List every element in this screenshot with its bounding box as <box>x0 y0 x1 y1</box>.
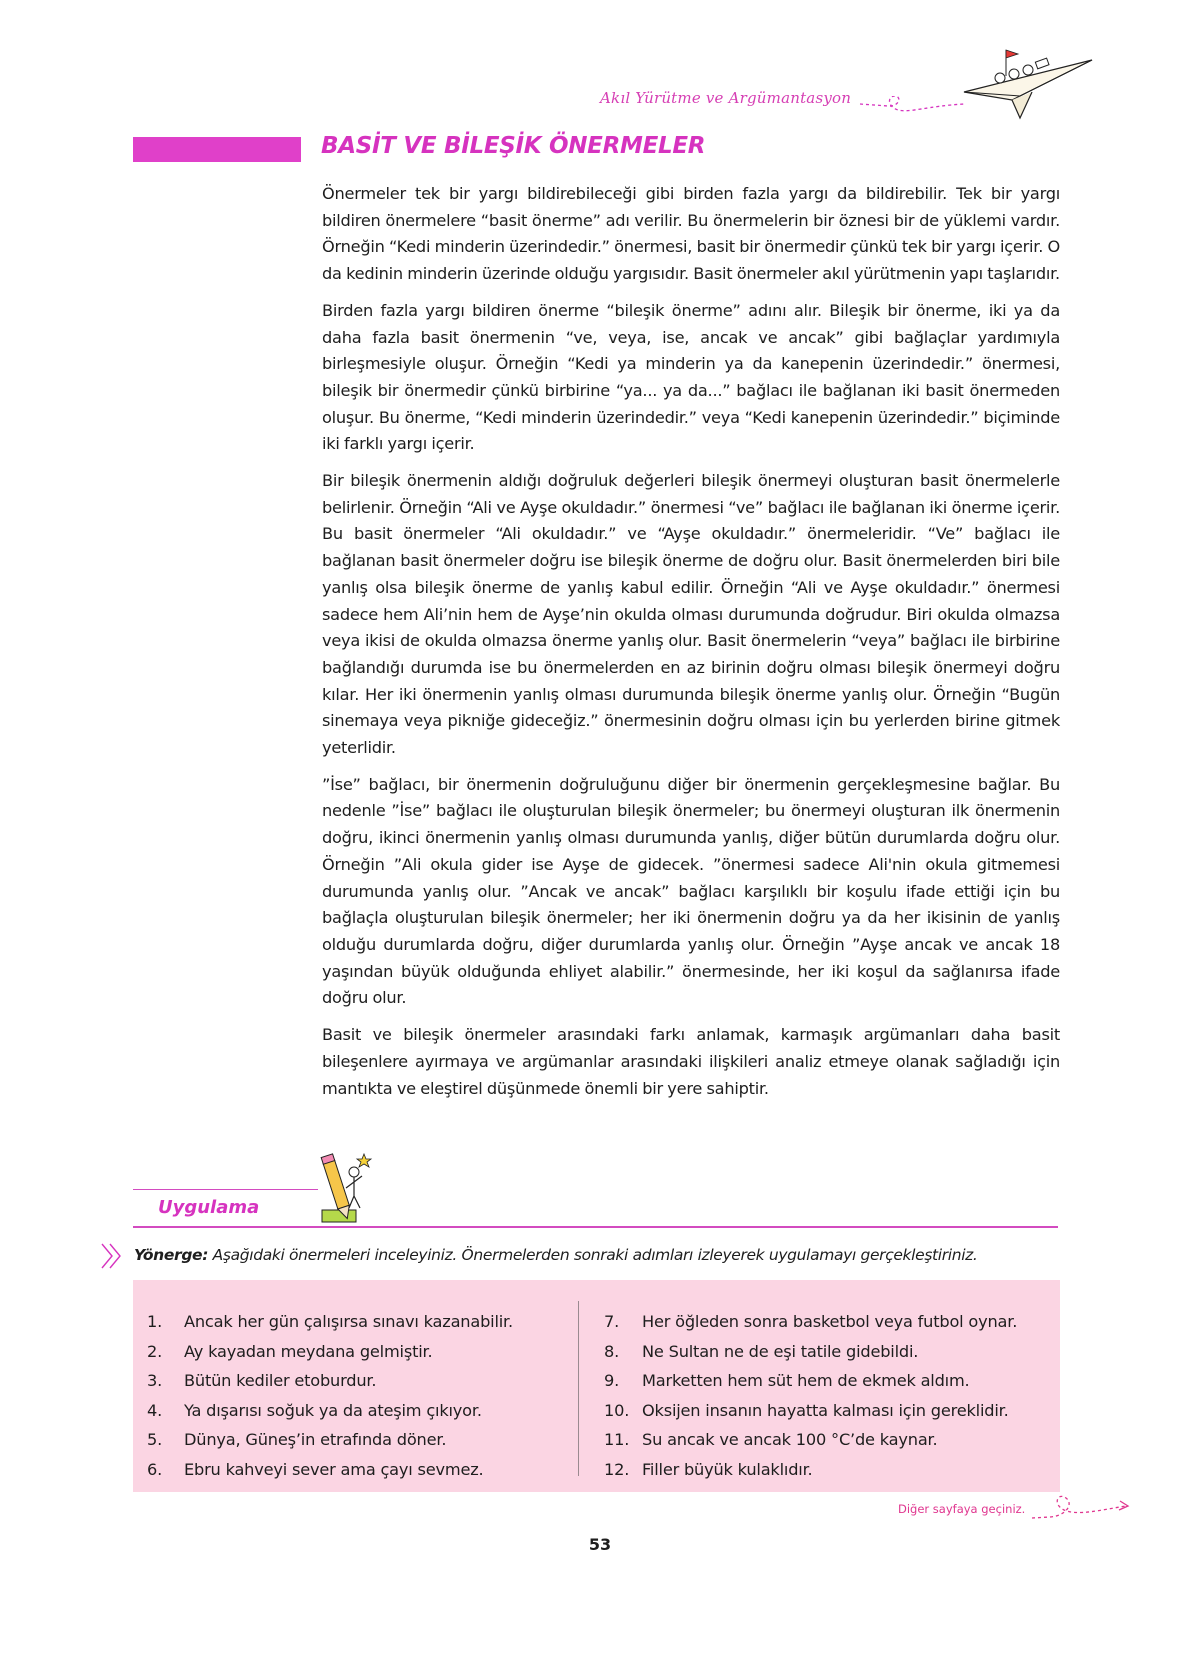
list-item <box>604 1425 1017 1455</box>
item-number: 12. <box>604 1459 630 1479</box>
item-text: Ya dışarısı soğuk ya da ateşim çıkıyor. <box>184 1400 482 1420</box>
item-number: 2. <box>147 1341 163 1361</box>
running-title: Akıl Yürütme ve Argümantasyon <box>600 89 852 107</box>
item-number: 3. <box>147 1371 163 1390</box>
list-item <box>147 1337 513 1367</box>
page-number: 53 <box>588 1535 612 1554</box>
paper-plane-icon <box>962 30 1102 120</box>
item-number: 9. <box>604 1371 620 1390</box>
section-title: BASİT VE BİLEŞİK ÖNERMELER <box>321 133 706 159</box>
list-item <box>604 1396 1017 1426</box>
list-item <box>147 1455 513 1485</box>
paragraph: Basit ve bileşik önermeler arasındaki farkı anlamak, karmaşık argümanları daha basit bileşenlere ayırmaya ve argümanlar arasındaki ilişkileri analiz etmeye olanak sağladığı için mantıkta ve eleştirel düşünmede önemli bir yere sahiptir. <box>322 1025 1060 1098</box>
item-text: Ay kayadan meydana gelmiştir. <box>184 1341 433 1361</box>
item-text: Filler büyük kulaklıdır. <box>642 1459 813 1479</box>
list-item <box>147 1307 513 1337</box>
body-text <box>322 181 1060 1112</box>
item-number: 1. <box>147 1312 163 1331</box>
item-number: 6. <box>147 1459 163 1479</box>
item-text: Su ancak ve ancak 100 °C’de kaynar. <box>642 1430 938 1449</box>
list-item <box>147 1366 513 1396</box>
list-item <box>604 1337 1017 1367</box>
uygulama-top-rule <box>133 1189 318 1190</box>
statements-list-right <box>604 1307 1017 1484</box>
uygulama-bottom-rule <box>133 1226 1058 1228</box>
item-number: 11. <box>604 1430 630 1449</box>
list-item <box>604 1455 1017 1485</box>
item-text: Ne Sultan ne de eşi tatile gidebildi. <box>642 1341 919 1361</box>
item-text: Her öğleden sonra basketbol veya futbol oynar. <box>642 1312 1018 1331</box>
uygulama-title: Uygulama <box>158 1197 260 1218</box>
column-divider <box>578 1301 579 1476</box>
list-item <box>604 1366 1017 1396</box>
item-number: 8. <box>604 1341 620 1361</box>
next-page-note: Diğer sayfaya geçiniz. <box>898 1502 1026 1516</box>
paragraph: ”İse” bağlacı, bir önermenin doğruluğunu diğer bir önermenin gerçekleşmesine bağlar. Bu nedenle ”İse” bağlacı ile oluşturulan bileşik önermeler; bu önermeyi oluşturan ilk önermenin doğru, ikinci önermenin yanlış olması durumunda yanlış, diğer bütün durumlarda doğru olur. Örneğin ”Ali okula gider ise Ayşe de gidecek. ”önermesi sadece Ali'nin okula gitmemesi durumunda yanlış olur. ”Ancak ve ancak” bağlacı karşılıklı bir koşulu ifade ettiği için bu bağlaçla oluşturulan bileşik önermeler; her iki önermenin doğru ya da her ikisinin de yanlış olduğu durumlarda doğru, diğer durumlarda yanlış olur. Örneğin ”Ayşe ancak ve ancak 18 yaşından büyük olduğunda ehliyet alabilir.” önermesinde, her iki koşul da sağlanırsa ifade doğru olur. <box>322 774 1060 1008</box>
double-chevron-icon <box>100 1242 126 1270</box>
pencil-character-icon <box>318 1150 374 1226</box>
dashed-swirl-icon <box>858 96 968 120</box>
item-number: 7. <box>604 1312 620 1331</box>
list-item <box>147 1425 513 1455</box>
paragraph: Birden fazla yargı bildiren önerme “bileşik önerme” adını alır. Bileşik bir önerme, iki ya da daha fazla basit önermenin “ve, veya, ise, ancak ve ancak” gibi bağlaçlar yardımıyla birleşmesiyle oluşur. Örneğin “Kedi ya minderin ya da kanepenin üzerindedir.” önermesi, bileşik bir önermedir çünkü birbirine “ya... ya da...” bağlacı ile bağlanan iki basit önermeden oluşur. Bu önerme, “Kedi minderin üzerindedir.” veya “Kedi kanepenin üzerindedir.” biçiminde iki farklı yargı içerir. <box>322 300 1060 454</box>
paragraph: Önermeler tek bir yargı bildirebileceği gibi birden fazla yargı da bildirebilir. Tek bir yargı bildiren önermelere “basit önerme” adı verilir. Bu önermelerin bir öznesi bir de yüklemi vardır. Örneğin “Kedi minderin üzerindedir.” önermesi, basit bir önermedir çünkü tek bir yargı içerir. O da kedinin minderin üzerinde olduğu yargısıdır. Basit önermeler akıl yürütmenin yapı taşlarıdır. <box>322 184 1060 284</box>
dashed-arrow-icon <box>1030 1474 1134 1524</box>
item-text: Oksijen insanın hayatta kalması için gereklidir. <box>642 1400 1009 1420</box>
instruction-label: Yönerge: <box>134 1246 209 1264</box>
item-text: Dünya, Güneş’in etrafında döner. <box>184 1430 447 1449</box>
list-item <box>147 1396 513 1426</box>
item-text: Ebru kahveyi sever ama çayı sevmez. <box>184 1459 484 1479</box>
statements-list-left <box>147 1307 513 1484</box>
item-number: 10. <box>604 1400 630 1420</box>
item-text: Marketten hem süt hem de ekmek aldım. <box>642 1371 970 1390</box>
instruction <box>134 1246 1074 1264</box>
list-item <box>604 1307 1017 1337</box>
item-number: 5. <box>147 1430 163 1449</box>
item-text: Bütün kediler etoburdur. <box>184 1371 377 1390</box>
item-number: 4. <box>147 1400 163 1420</box>
item-text: Ancak her gün çalışırsa sınavı kazanabilir. <box>184 1312 513 1331</box>
instruction-text: Aşağıdaki önermeleri inceleyiniz. Önermelerden sonraki adımları izleyerek uygulamayı gerçekleştiriniz. <box>212 1246 978 1264</box>
section-accent-bar <box>133 137 301 162</box>
paragraph: Bir bileşik önermenin aldığı doğruluk değerleri bileşik önermeyi oluşturan basit önermelerle belirlenir. Örneğin “Ali ve Ayşe okuldadır.” önermesi “ve” bağlacı ile bağlanan iki önerme içerir. Bu basit önermeler “Ali okuldadır.” ve “Ayşe okuldadır.” önermeleridir. “Ve” bağlacı ile bağlanan basit önermeler doğru ise bileşik önerme de doğru olur. Basit önermelerden biri bile yanlış olsa bileşik önerme de yanlış kabul edilir. Örneğin “Ali ve Ayşe okuldadır.” önermesi sadece hem Ali’nin hem de Ayşe’nin okulda olması durumunda doğrudur. Biri okulda olmazsa veya ikisi de okulda olmazsa önerme yanlış olur. Basit önermelerin “veya” bağlacı ile birbirine bağlandığı durumda ise bu önermelerden en az birinin doğru olması bileşik önermeyi doğru kılar. Her iki önermenin yanlış olması durumunda bileşik önerme yanlış olur. Örneğin “Bugün sinemaya veya pikniğe gideceğiz.” önermesinin doğru olması için bu yerlerden birine gitmek yeterlidir. <box>322 471 1060 758</box>
